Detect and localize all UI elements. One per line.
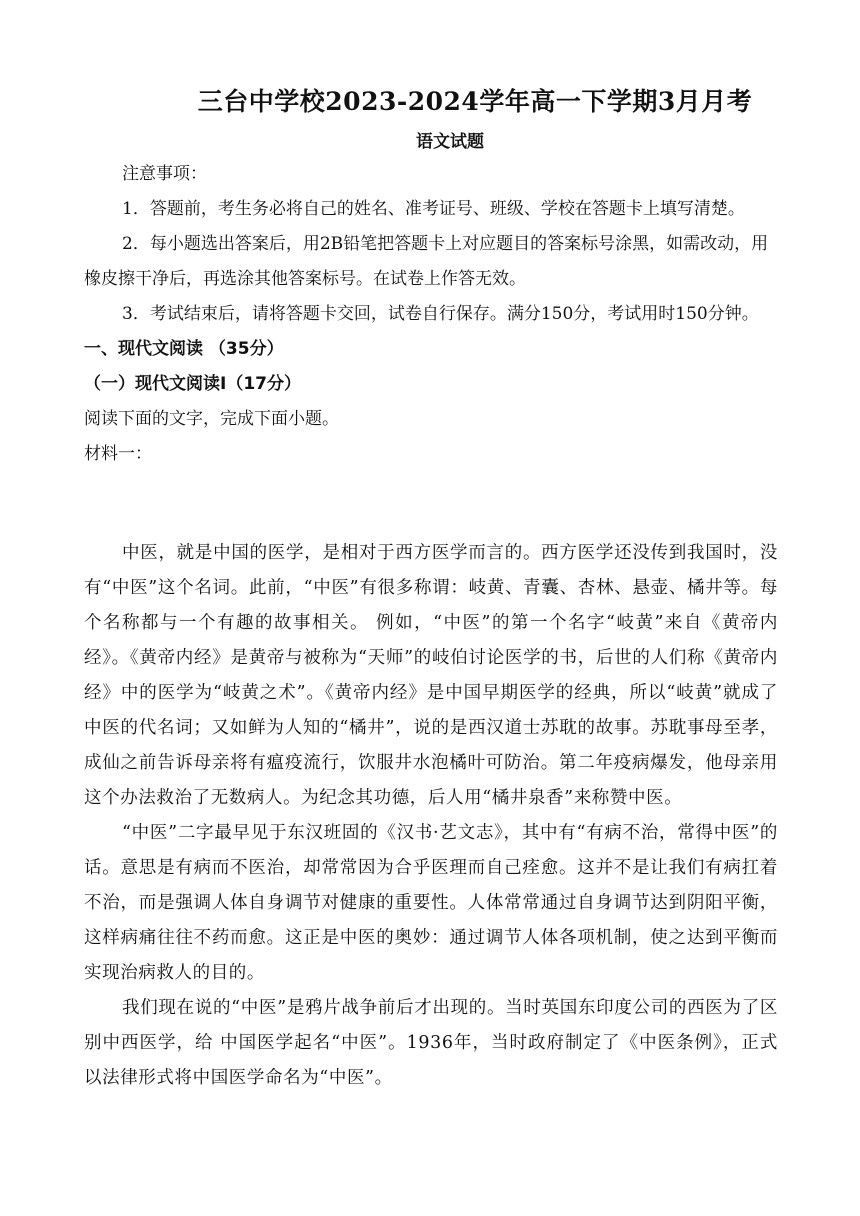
note-item-3: 3．考试结束后，请将答题卡交回，试卷自行保存。满分150分，考试用时150分钟。 [122, 304, 759, 324]
note-item-1: 1．答题前，考生务必将自己的姓名、准考证号、班级、学校在答题卡上填写清楚。 [122, 199, 745, 219]
passage-paragraph-2: “中医”二字最早见于东汉班固的《汉书·艺文志》，其中有“有病不治，常得中医”的话。意思是有病而不医治，却常常因为合乎医理而自己痊愈。这并不是让我们有病扛着不治，而是强调人体自身调节对健康的重要性。人体常常通过自身调节达到阴阳平衡，这样病痛往往不药而愈。这正是中医的奥妙：通过调节人体各项机制，使之达到平衡而实现治病救人的目的。 [84, 823, 778, 983]
subsection-heading: （一）现代文阅读Ⅰ（17分） [84, 374, 301, 394]
exam-subtitle: 语文试题 [416, 132, 484, 152]
note-item-2: 2．每小题选出答案后，用2B铅笔把答题卡上对应题目的答案标号涂黑，如需改动，用橡皮擦干净后，再选涂其他答案标号。在试卷上作答无效。 [84, 234, 769, 289]
material-label: 材料一： [84, 444, 152, 464]
section-heading: 一、现代文阅读 （35分） [84, 339, 284, 359]
reading-instruction: 阅读下面的文字，完成下面小题。 [84, 409, 339, 429]
passage-paragraph-1: 中医，就是中国的医学，是相对于西方医学而言的。西方医学还没传到我国时，没有“中医”这个名词。此前，“中医”有很多称谓：岐黄、青囊、杏林、悬壶、橘井等。每个名称都与一个有趣的故事相关。 例如，“中医”的第一个名字“岐黄”来自《黄帝内经》。《黄帝内经》是黄帝与被称为“天师”的岐伯讨论医学的书，后世的人们称《黄帝内经》中的医学为“岐黄之术”。《黄帝内经》是中国早期医学的经典，所以“岐黄”就成了中医的代名词；又如鲜为人知的“橘井”，说的是西汉道士苏耽的故事。苏耽事母至孝，成仙之前告诉母亲将有瘟疫流行，饮服井水泡橘叶可防治。第二年疫病爆发，他母亲用这个办法救治了无数病人。为纪念其功德，后人用“橘井泉香”来称赞中医。 [84, 543, 778, 808]
notes-heading: 注意事项： [122, 164, 207, 184]
exam-title: 三台中学校2023-2024学年高一下学期3月月考 [197, 87, 753, 116]
notes-block [84, 157, 784, 472]
passage-paragraph-3: 我们现在说的“中医”是鸦片战争前后才出现的。当时英国东印度公司的西医为了区别中西医学，给 中国医学起名“中医”。1936年，当时政府制定了《中医条例》，正式以法律形式将中国医学命名为“中医”。 [84, 998, 778, 1088]
passage [84, 536, 778, 1096]
